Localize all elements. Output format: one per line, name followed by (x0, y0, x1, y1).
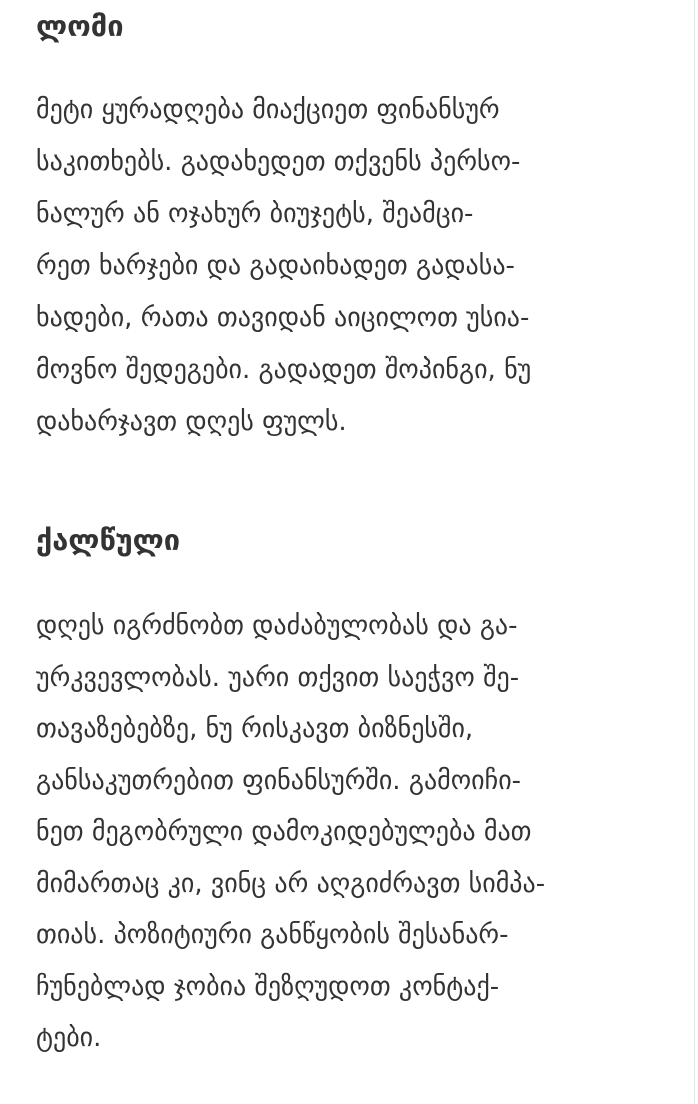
body-line: ჩუნებლად ჯობია შეზღუდოთ კონტაქ- (36, 971, 500, 1002)
body-line: მიმართაც კი, ვინც არ აღგიძრავთ სიმპა- (36, 868, 546, 899)
body-line: მეტი ყურადღება მიაქციეთ ფინანსურ (36, 95, 500, 125)
body-line: ურკვევლობას. უარი თქვით საეჭვო შე- (36, 662, 520, 693)
body-line: დახარჯავთ დღეს ფულს. (36, 407, 347, 437)
body-line: თიას. პოზიტიური განწყობის შესანარ- (36, 920, 509, 950)
body-line: ხადები, რათა თავიდან აიცილოთ უსია- (36, 303, 530, 333)
section-title-virgo: ქალწული (36, 523, 181, 557)
body-line: დღეს იგრძნობთ დაძაბულობას და გა- (36, 611, 518, 641)
body-line: საკითხებს. გადახედეთ თქვენს პერსო- (36, 147, 521, 177)
body-line: მოვნო შედეგები. გადადეთ შოპინგი, ნუ (36, 355, 532, 385)
section-body-virgo (36, 601, 681, 1065)
body-line: თავაზებებზე, ნუ რისკავთ ბიზნესში, (36, 714, 474, 744)
body-line: ნალურ ან ოჯახურ ბიუჯეტს, შეამცი- (36, 199, 474, 229)
section-body-leo (36, 84, 681, 448)
body-line: ნეთ მეგობრული დამოკიდებულება მათ (36, 817, 532, 847)
body-line: რეთ ხარჯები და გადაიხადეთ გადასა- (36, 251, 515, 281)
body-line: ტები. (36, 1023, 102, 1053)
section-title-leo: ლომი (36, 9, 124, 43)
body-line: განსაკუთრებით ფინანსურში. გამოიჩი- (36, 765, 522, 796)
